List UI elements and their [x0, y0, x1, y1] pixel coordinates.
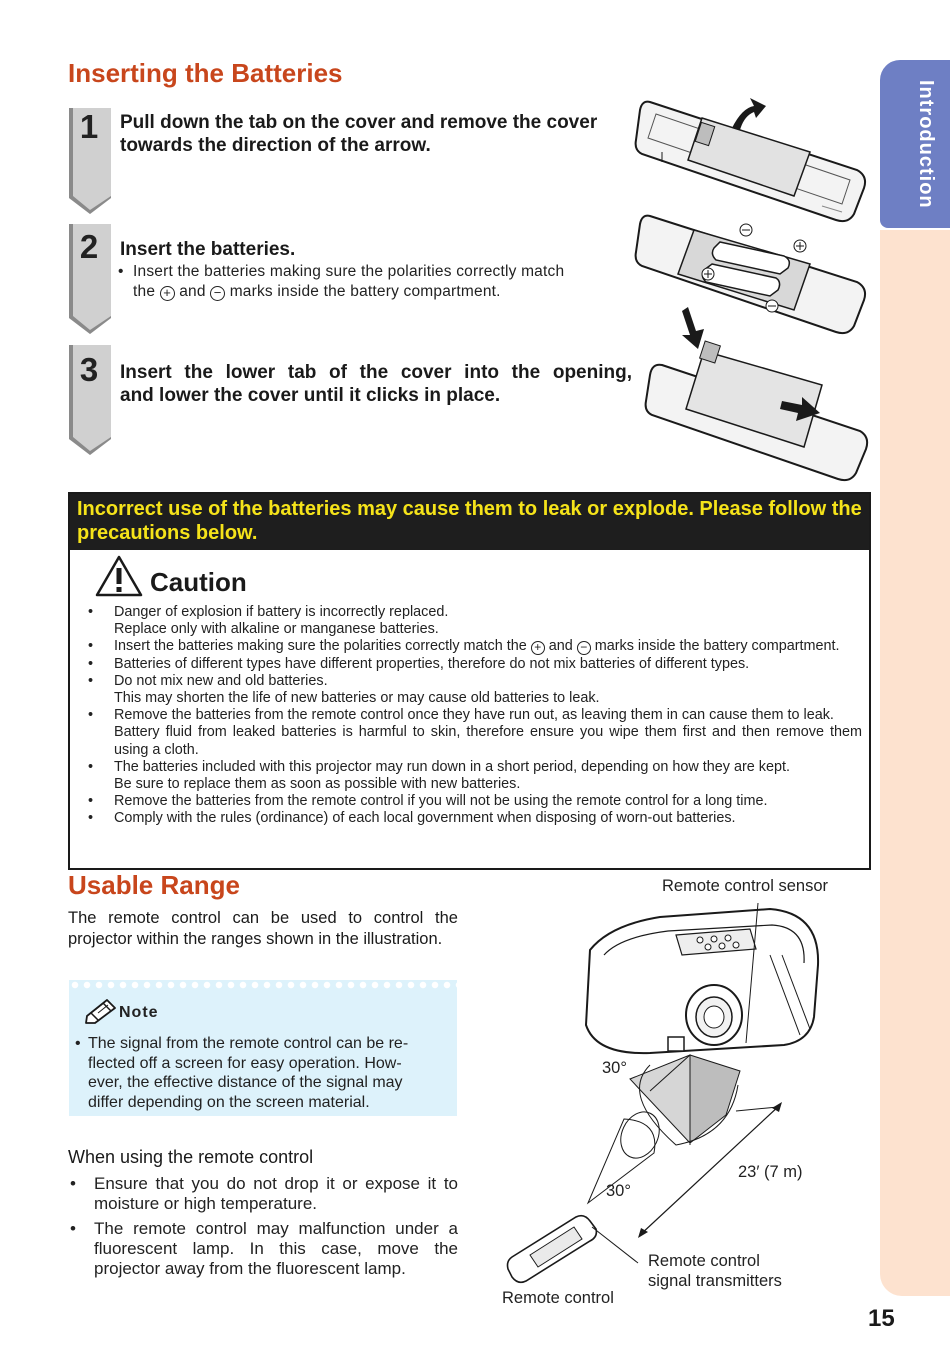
caution-item	[84, 810, 862, 827]
transmitter-label-line: Remote control	[648, 1252, 760, 1270]
angle-label-top: 30°	[602, 1059, 627, 1077]
step-2-bullet-text: and	[179, 283, 206, 300]
note-body	[75, 1034, 445, 1112]
pencil-icon	[83, 996, 119, 1024]
bullet-dot: •	[88, 707, 94, 724]
step-2-bullet-text: marks inside the battery compartment.	[229, 283, 501, 300]
caution-item	[84, 673, 862, 707]
caution-line: The batteries included with this projector may run down in a short period, depending on how they are kept.	[114, 758, 790, 775]
step-1-title-line: towards the direction of the arrow.	[120, 135, 431, 156]
caution-item	[84, 707, 862, 759]
remote-cover-removal-illustration	[632, 92, 870, 224]
caution-item	[84, 656, 862, 673]
step-2-bullet-line: Insert the batteries making sure the polarities correctly match	[133, 263, 565, 280]
note-line: ever, the effective distance of the signal may	[88, 1074, 403, 1091]
step-1-title-line: Pull down the tab on the cover and remove the cover	[120, 112, 598, 133]
list-item-text: Ensure that you do not drop it or expose it to moisture or high temperature.	[94, 1174, 458, 1213]
step-2-bullet	[118, 262, 628, 302]
section-tab-label: Introduction	[915, 80, 937, 209]
caution-line: Replace only with alkaline or manganese batteries.	[114, 621, 439, 638]
caution-icon	[94, 554, 144, 598]
caution-item	[84, 638, 862, 655]
distance-label: 23′ (7 m)	[738, 1163, 803, 1181]
warning-box	[68, 492, 871, 870]
step-3-title-2	[120, 384, 500, 407]
step-3-title-line: and lower the cover until it clicks in place.	[120, 385, 501, 406]
step-3-marker	[67, 345, 115, 457]
caution-line: Remove the batteries from the remote control once they have run out, as leaving them in can cause them to leak.	[114, 707, 834, 724]
remote-usage-list	[68, 1174, 458, 1284]
caution-line: Danger of explosion if battery is incorrectly replaced.	[114, 604, 449, 620]
step-2-marker	[67, 224, 115, 336]
bullet-dot: •	[88, 793, 94, 810]
caution-line: Battery fluid from leaked batteries is harmful to skin, therefore ensure you wipe them first and then remove them using a cloth.	[114, 724, 862, 758]
step-number: 1	[79, 108, 99, 145]
caution-item	[84, 793, 862, 810]
step-2-bullet-text: the	[133, 283, 156, 300]
note-title: Note	[119, 1004, 159, 1021]
step-3-title-line: Insert the lower tab of the cover into the opening,	[120, 362, 632, 383]
step-1-marker	[67, 104, 115, 216]
list-item	[68, 1219, 458, 1279]
section-heading-batteries: Inserting the Batteries	[68, 58, 343, 88]
caution-line: Batteries of different types have different properties, therefore do not mix batteries of different types.	[114, 655, 750, 672]
bullet-dot: •	[88, 810, 94, 827]
plus-icon: +	[160, 286, 175, 301]
caution-title: Caution	[150, 567, 247, 597]
usable-range-intro: The remote control can be used to control the projector within the ranges shown in the illustration.	[68, 909, 458, 948]
caution-list	[84, 604, 862, 828]
list-item	[68, 1174, 458, 1214]
caution-line: Insert the batteries making sure the polarities correctly match the	[114, 638, 527, 655]
list-item-text: The remote control may malfunction under a fluorescent lamp. In this case, move the projector away from the fluorescent lamp.	[94, 1219, 458, 1278]
caution-line: marks inside the battery compartment.	[594, 638, 840, 655]
minus-icon: −	[577, 641, 591, 655]
caution-line: This may shorten the life of new batteries or may cause old batteries to leak.	[114, 690, 600, 707]
step-2-title-line: Insert the batteries.	[120, 239, 296, 260]
section-heading-usable-range: Usable Range	[68, 870, 240, 900]
warning-banner	[70, 494, 869, 550]
bullet-dot: •	[88, 758, 94, 775]
plus-icon: +	[531, 641, 545, 655]
note-line: flected off a screen for easy operation. How-	[88, 1054, 402, 1072]
step-2-title	[120, 238, 295, 261]
caution-item	[84, 759, 862, 793]
transmitter-label-line: signal transmitters	[648, 1272, 782, 1290]
bullet-dot: •	[75, 1035, 81, 1052]
side-strip	[880, 230, 950, 1296]
transmitter-label	[648, 1251, 782, 1291]
page-number: 15	[868, 1305, 895, 1332]
bullet-dot: •	[118, 263, 124, 280]
step-number: 2	[79, 228, 99, 265]
caution-line: Be sure to replace them as soon as possible with new batteries.	[114, 776, 521, 793]
step-1-title	[120, 111, 597, 157]
caution-line: Remove the batteries from the remote control if you will not be using the remote control for a long time.	[114, 793, 768, 810]
remote-usage-subhead: When using the remote control	[68, 1147, 314, 1167]
angle-label-bottom: 30°	[606, 1182, 631, 1200]
note-box	[69, 980, 457, 1116]
bullet-dot: •	[88, 672, 94, 689]
caution-item	[84, 604, 862, 638]
step-number: 3	[79, 351, 99, 388]
caution-line: and	[548, 638, 573, 655]
sensor-label: Remote control sensor	[662, 877, 828, 895]
note-line: The signal from the remote control can be re-	[88, 1035, 409, 1052]
minus-icon: −	[210, 286, 225, 301]
remote-label: Remote control	[502, 1289, 614, 1307]
bullet-dot: •	[88, 655, 94, 672]
bullet-dot: •	[70, 1174, 76, 1193]
remote-cover-close-illustration	[632, 305, 870, 485]
step-3-title	[120, 361, 632, 384]
bullet-dot: •	[88, 604, 94, 620]
note-dot-border	[69, 980, 457, 990]
note-line: differ depending on the screen material.	[88, 1093, 370, 1111]
caution-line: Comply with the rules (ordinance) of each local government when disposing of worn-out batteries.	[114, 810, 736, 827]
warning-text: Incorrect use of the batteries may cause them to leak or explode. Please follow the precautions below.	[77, 498, 862, 544]
bullet-dot: •	[70, 1219, 76, 1238]
usable-range-illustration	[500, 895, 830, 1300]
bullet-dot: •	[88, 638, 94, 655]
caution-line: Do not mix new and old batteries.	[114, 672, 328, 689]
